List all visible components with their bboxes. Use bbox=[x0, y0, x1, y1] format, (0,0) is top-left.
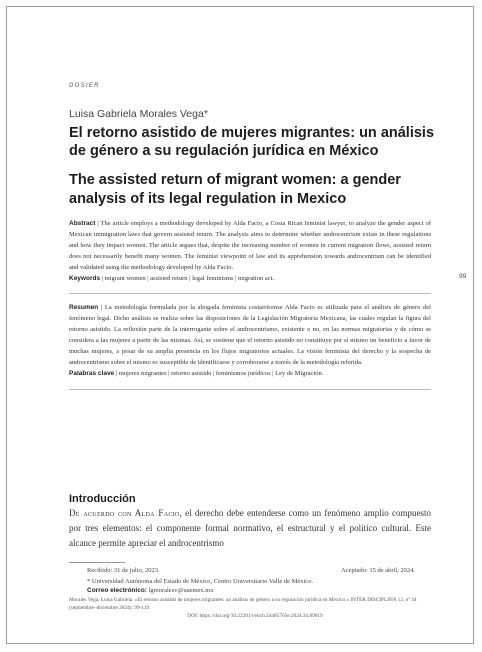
title-english: The assisted return of migrant women: a gender analysis of its legal regulation in Mexico bbox=[69, 172, 401, 207]
email-label: Correo electrónico: bbox=[87, 587, 147, 594]
page-number: 99 bbox=[459, 273, 467, 280]
page bbox=[6, 6, 474, 644]
abstract-text: | The article employs a methodology developed by Alda Facio, a Costa Rican feminist lawyer, to analyze the gender aspect of Mexican immigration laws that govern assisted return. The analysis aims to determine whether androcentrism exists in these regulations and how they impact women. The article argues that, despite the increasing number of women in current migration flows, assisted return does not necessarily benefit many women. The feminist viewpoint of law and its apprehension towards androcentrism can be identified and validated using the methodology developed by Alda Facio. bbox=[69, 220, 431, 271]
footnote-divider bbox=[69, 562, 125, 563]
keywords bbox=[69, 273, 431, 284]
palabras-clave-label: Palabras clave bbox=[69, 370, 115, 377]
received-date: Recibido: 31 de julio, 2023. bbox=[87, 567, 160, 574]
section-divider bbox=[69, 293, 431, 294]
resumen-label: Resumen bbox=[69, 304, 99, 311]
keywords-text: | migrant women | assisted return | legal feminisms | migration act. bbox=[100, 275, 275, 282]
section-divider bbox=[69, 389, 431, 390]
abstract bbox=[69, 218, 431, 390]
title-spanish: El retorno asistido de mujeres migrantes: un análisis de género a su regulación jurídica en México bbox=[69, 125, 435, 159]
section-tag: DOSIER bbox=[69, 83, 100, 89]
citation: Morales Vega, Luisa Gabriela. «El retorno asistido de mujeres migrantes: un análisis de género a su regulación jurídica en México.» INTER DISCIPLINA 12, nº 34 (septiembre–diciembre 2024): 99-119. bbox=[69, 597, 417, 611]
palabras-clave bbox=[69, 368, 431, 379]
intro-text: , el derecho debe entenderse como un fenómeno amplio compuesto por tres elementos: el componente formal normativo, el estructural y el político cultural. Este alcance permite apreciar el androcentrismo bbox=[69, 508, 432, 548]
author-email bbox=[87, 586, 214, 595]
intro-paragraph bbox=[69, 506, 431, 551]
abstract-label: Abstract bbox=[69, 220, 96, 227]
email-address: lgmoralesv@uaemex.mx bbox=[146, 587, 214, 594]
intro-heading: Introducción bbox=[69, 493, 136, 505]
accepted-date: Aceptado: 15 de abril, 2024. bbox=[341, 567, 416, 574]
intro-lead: De acuerdo con Alda Facio bbox=[69, 508, 180, 518]
resumen bbox=[69, 302, 431, 368]
palabras-clave-text: | mujeres migrantes | retorno asistido | feminismos jurídicos | Ley de Migración. bbox=[114, 370, 324, 377]
author-name: Luisa Gabriela Morales Vega* bbox=[69, 108, 208, 120]
author-affiliation: * Universidad Autónoma del Estado de México, Centro Universitario Valle de México. bbox=[87, 578, 314, 585]
keywords-label: Keywords bbox=[69, 275, 101, 282]
resumen-text: | La metodología formulada por la abogada feminista costarricense Alda Facio es utilizada para el análisis de género del fenómeno legal. Dicho análisis se realiza sobre las disposiciones de la Legislación Migratoria Mexicana, las cuales regulan la figura del retorno asistido. La reflexión parte de la interrogante sobre el androcentrismo, existente o no, en las normas migratorias y de cómo se considera a las mujeres a partir de las mismas. Así, se sostiene que el retorno asistido no constituye por sí mismo un beneficio a favor de muchas mujeres, a pesar de su amplia presencia en los flujos migratorios actuales. La visión feminista del derecho y la sospecha de androcentrismo sobre el mismo es susceptible de identificarse y corroborarse a través de la metodología referida. bbox=[69, 304, 431, 366]
doi-link[interactable]: DOI: https://doi.org/10.22201/ceiich.24485705e.2024.34.89019 bbox=[187, 613, 323, 619]
